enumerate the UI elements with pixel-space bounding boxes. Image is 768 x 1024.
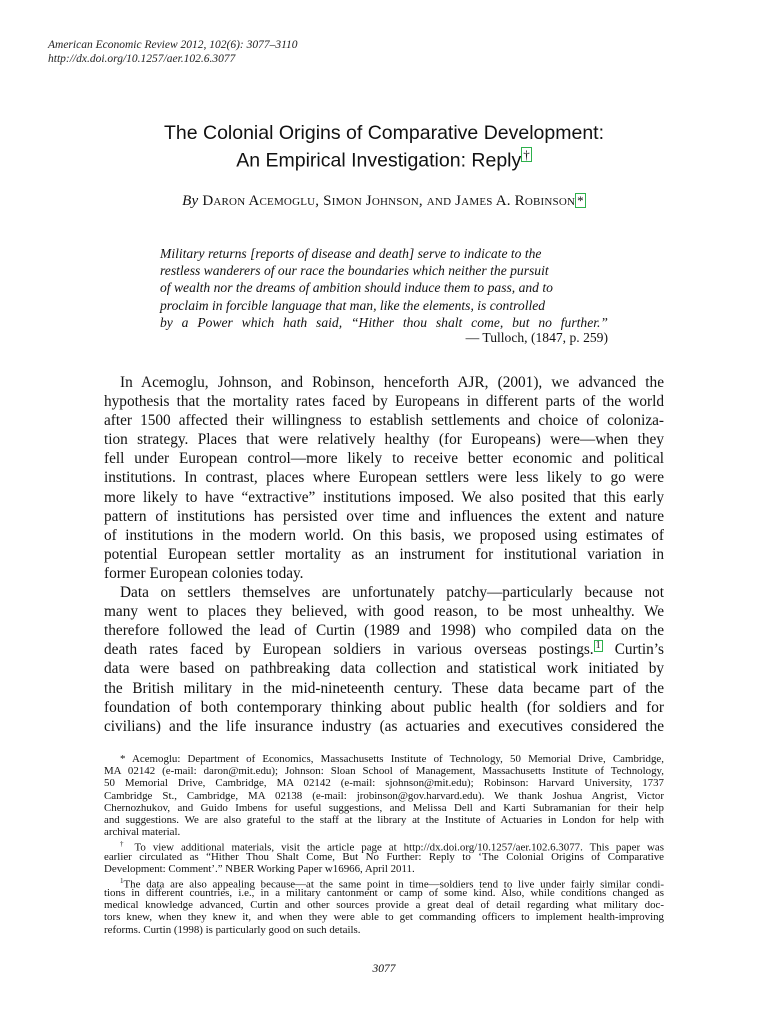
epigraph-line: proclaim in forcible language that man, like the elements, is controlled — [160, 297, 546, 313]
footnote-line: Cambridge St., Cambridge, MA 02138 (e-mail: jrobinson@gov.harvard.edu). We thank Joshua Angrist, Victor — [104, 789, 664, 802]
footnote-line: * Acemoglu: Department of Economics, Massachusetts Institute of Technology, 50 Memorial Drive, Cambridge, — [120, 753, 664, 765]
footnote-line: MA 02142 (e-mail: daron@mit.edu); Johnson: Sloan School of Management, Massachusetts Institute of Technology, — [104, 765, 664, 778]
body-line: In Acemoglu, Johnson, and Robinson, henceforth AJR, (2001), we advanced the — [120, 374, 664, 391]
article-title — [0, 120, 768, 175]
body-line: therefore followed the lead of Curtin (1989 and 1998) who compiled data on the — [104, 622, 664, 640]
body-line: of institutions in the modern world. On this basis, we proposed using estimates of — [104, 526, 664, 544]
footnote-line: tors knew, when they knew it, and when they were able to get commanding officers to implement health-improving — [104, 911, 664, 924]
author-note-link[interactable]: * — [577, 193, 584, 208]
footnote-dagger-mark: † — [120, 840, 128, 849]
epigraph-line: of wealth nor the dreams of ambition should induce them to pass, and to — [160, 280, 553, 296]
author-by: By — [182, 193, 199, 209]
body-line: pattern of institutions has persisted over time and influences the extent and nature — [104, 507, 664, 525]
body-line: hypothesis that the mortality rates faced by Europeans in different parts of the world — [104, 393, 664, 411]
author-line — [0, 192, 768, 210]
title-line-2-text: An Empirical Investigation: Reply — [236, 149, 522, 172]
footnote-line: The data are also appealing because—at the same point in time—soldiers tend to live under fairly similar condi- — [123, 878, 664, 891]
journal-doi[interactable]: http://dx.doi.org/10.1257/aer.102.6.3077 — [48, 53, 236, 65]
footnote-1-mark: 1 — [120, 876, 124, 885]
footnote-dagger-line — [104, 838, 664, 854]
body-line: data were based on pathbreaking data collection and statistical work initiated by — [104, 660, 664, 678]
body-line-with-footnote — [104, 640, 664, 659]
footnote-line: Chernozhukov, and Guido Imbens for useful suggestions, and Melissa Dell and Karti Subramanian for their help — [104, 801, 664, 814]
body-line: after 1500 affected their willingness to establish settlements and choice of coloniza- — [104, 412, 664, 430]
body-line: more likely to have “extractive” institutions imposed. We also posited that this early — [104, 488, 664, 506]
page-number: 3077 — [372, 963, 396, 975]
body-line-part: death rates faced by European soldiers in various overseas postings. — [104, 641, 594, 659]
footnote-line: Development: Comment’.” NBER Working Paper w16966, April 2011. — [104, 862, 415, 875]
footnote-line: earlier circulated as “Hither Thou Shalt Come, But No Further: Reply to ‘The Colonial Origins of Comparative — [104, 850, 664, 863]
footnote-1-link[interactable]: 1 — [595, 640, 601, 652]
journal-citation: American Economic Review 2012, 102(6): 3077–3110 — [48, 39, 298, 51]
title-note-link[interactable]: † — [523, 147, 530, 162]
body-line: civilians) and the life insurance industry (as actuaries and executives considered the — [104, 717, 664, 735]
footnote-line: archival material. — [104, 826, 181, 839]
body-line: tion strategy. Places that were relatively healthy (for Europeans) were—when they — [104, 431, 664, 449]
footnote-line: To view additional materials, visit the article page at http://dx.doi.org/10.1257/aer.102.6.3077. This paper was — [127, 841, 664, 854]
body-line: former European colonies today. — [104, 564, 304, 582]
journal-header — [48, 38, 298, 66]
epigraph-line: Military returns [reports of disease and death] serve to indicate to the — [160, 246, 542, 261]
body-line: fell under European control—more likely to receive better economic and political — [104, 450, 664, 468]
footnote-line: tions in different countries, i.e., in a military cantonment or camp of some kind. Also, while conditions changed as — [104, 887, 664, 900]
title-line-2 — [0, 147, 768, 175]
footnotes — [104, 753, 664, 936]
epigraph-line: restless wanderers of our race the boundaries which neither the pursuit — [160, 263, 549, 279]
footnote-line: and suggestions. We are also grateful to the staff at the library at the Institute of Actuaries in London for help with — [104, 813, 664, 826]
body-line-part: Curtin’s — [602, 641, 664, 659]
title-line-1: The Colonial Origins of Comparative Development: — [163, 122, 605, 144]
body-line: potential European settler mortality as an instrument for institutional variation in — [104, 545, 664, 563]
epigraph-line: by a Power which hath said, “Hither thou shalt come, but no further.” — [160, 314, 608, 330]
body-line: the British military in the mid-nineteenth century. These data became part of the — [104, 679, 664, 697]
footnote-line: medical knowledge advanced, Curtin and other sources provide a great deal of detail regarding what military doc- — [104, 899, 664, 912]
body-line: many went to places they believed, with good reason, to be most unhealthy. We — [104, 603, 664, 621]
author-names: Daron Acemoglu, Simon Johnson, and James A. Robinson — [202, 193, 576, 209]
epigraph-source: — Tulloch, (1847, p. 259) — [465, 330, 608, 345]
footnote-line: reforms. Curtin (1998) is particularly good on such details. — [104, 923, 361, 936]
epigraph — [160, 245, 608, 331]
body-text — [104, 373, 664, 736]
body-line: foundation of both contemporary thinking about public health (for soldiers and for — [104, 698, 664, 716]
body-line: Data on settlers themselves are unfortunately patchy—particularly because not — [120, 584, 664, 602]
body-line: institutions. In contrast, places where European settlers were less likely to go were — [104, 469, 664, 487]
footnote-1-line — [104, 875, 664, 891]
footnote-line: 50 Memorial Drive, Cambridge, MA 02142 (e-mail: sjohnson@mit.edu); Robinson: Harvard University, 1737 — [104, 777, 664, 790]
